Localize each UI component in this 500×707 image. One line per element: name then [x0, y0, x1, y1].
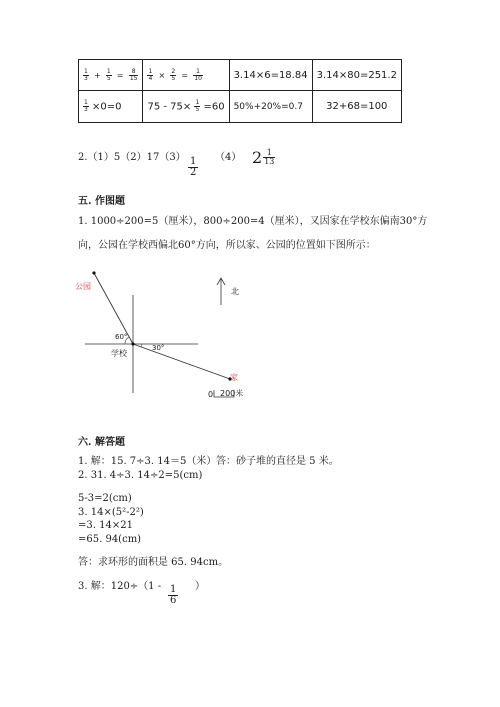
- scale-distance-label: 200米: [220, 389, 244, 398]
- angle-30-label: 30°: [152, 344, 165, 352]
- line-to-home: [133, 344, 230, 379]
- school-point: [131, 342, 134, 345]
- q2-answer-text: 2.（1）5（2）17（3）: [78, 152, 186, 163]
- q2-fraction: $\frac{1}{2}$: [190, 156, 197, 178]
- q3-solution: 3. 解：120÷（1 -: [78, 581, 162, 592]
- direction-diagram: [70, 265, 270, 405]
- angle-30-arc: [141, 344, 142, 347]
- park-label: 公园: [75, 282, 91, 291]
- angle-60-label: 60°: [115, 333, 128, 341]
- table-cell: 3.14×6=18.84: [229, 60, 312, 91]
- section-title: 六. 解答题: [78, 437, 125, 448]
- q1-answer: 答：砂子堆的直径是 5 米。: [216, 456, 339, 467]
- q3-close-paren: ）: [195, 581, 205, 592]
- q2-line: 5-3=2(cm): [78, 493, 132, 504]
- park-point: [92, 271, 95, 274]
- section-title: 五. 作图题: [78, 196, 125, 207]
- q2-mixed-number: 2 $\frac{1}{13}$: [252, 148, 275, 167]
- q2-line: 3. 14×(5²-2²): [78, 507, 144, 518]
- paragraph-line: 向，公园在学校西偏北60°方向，所以家、公园的位置如下图所示：: [78, 240, 376, 251]
- table-cell: 32+68=100: [312, 91, 401, 123]
- school-label: 学校: [111, 349, 127, 358]
- north-label: 北: [231, 287, 239, 296]
- paragraph-line: 1. 1000÷200=5（厘米），800÷200=4（厘米），又因家在学校东偏南30°方: [78, 216, 428, 227]
- table-cell: $\frac{1}{3}$ + $\frac{1}{5}$ = $\frac{8}{15}$: [79, 60, 143, 91]
- table-row: [79, 91, 402, 123]
- q1-solution: 1. 解：15. 7÷3. 14＝5（米）: [78, 456, 217, 467]
- q2-part4-label: （4）: [215, 152, 242, 163]
- q2-line: 2. 31. 4÷3. 14÷2=5(cm): [78, 470, 203, 481]
- table-cell: 50%+20%=0.7: [229, 91, 312, 123]
- table-cell: $\frac{1}{4}$ × $\frac{2}{5}$ = $\frac{1}{10}$: [143, 60, 229, 91]
- table-cell: 3.14×80=251.2: [312, 60, 401, 91]
- scale-zero-label: 0: [208, 390, 214, 399]
- q2-line: =65. 94(cm): [78, 534, 142, 545]
- table-cell: $\frac{1}{3}$ ×0=0: [79, 91, 143, 123]
- q3-fraction: $\frac{1}{6}$: [170, 584, 177, 606]
- q2-answer: 答：求环形的面积是 65. 94cm。: [78, 557, 229, 568]
- home-label: 家: [230, 373, 238, 382]
- answer-table: [78, 59, 402, 123]
- q2-line: =3. 14×21: [78, 520, 133, 531]
- table-cell: 75 - 75× $\frac{1}{5}$ =60: [143, 91, 229, 123]
- table-row: [79, 60, 402, 91]
